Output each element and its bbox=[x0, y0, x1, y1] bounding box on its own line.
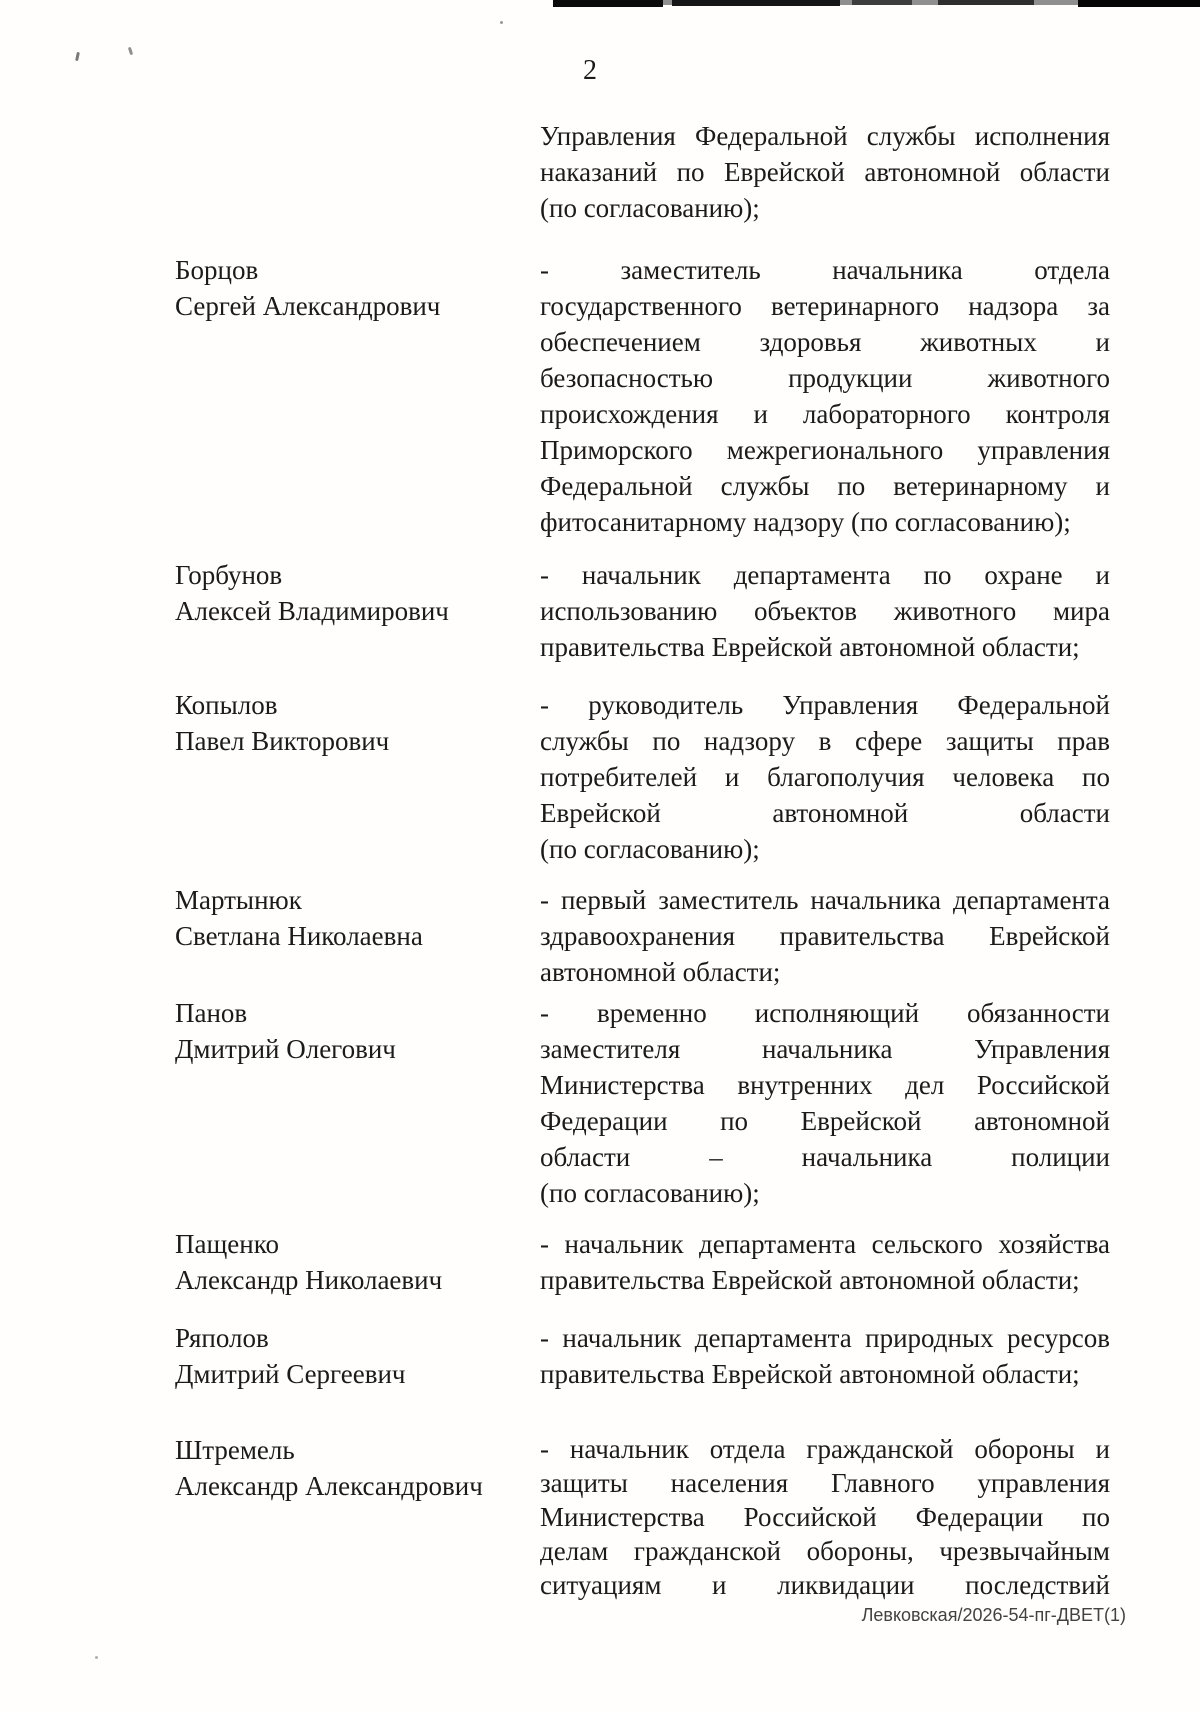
position-line: - руководитель Управления Федеральной bbox=[540, 690, 1110, 720]
position-line: - первый заместитель начальника департамента bbox=[540, 885, 1110, 915]
position-line: наказаний по Еврейской автономной области bbox=[540, 157, 1110, 187]
attendee-given-names: Светлана Николаевна bbox=[175, 921, 423, 951]
scan-artifact-speck bbox=[500, 21, 503, 24]
position-line: службы по надзору в сфере защиты прав bbox=[540, 726, 1110, 756]
position-line: (по согласованию); bbox=[540, 193, 760, 223]
scan-artifact-top-line bbox=[938, 0, 1034, 5]
position-line: - временно исполняющий обязанности bbox=[540, 998, 1110, 1028]
position-line: государственного ветеринарного надзора за bbox=[540, 291, 1110, 321]
position-line: обеспечением здоровья животных и bbox=[540, 327, 1110, 357]
attendee-position bbox=[540, 557, 1110, 665]
scan-artifact-top-line bbox=[672, 0, 840, 6]
position-line: фитосанитарному надзору (по согласованию); bbox=[540, 507, 1071, 537]
attendee-surname: Горбунов bbox=[175, 560, 283, 590]
attendee-position bbox=[540, 252, 1110, 540]
position-line: правительства Еврейской автономной области; bbox=[540, 1359, 1080, 1389]
attendee-name bbox=[175, 1226, 540, 1298]
scan-artifact-top-line bbox=[553, 0, 663, 7]
position-line: заместителя начальника Управления bbox=[540, 1034, 1110, 1064]
attendee-surname: Штремель bbox=[175, 1435, 295, 1465]
position-line: - начальник департамента природных ресурсов bbox=[540, 1323, 1110, 1353]
scan-artifact-speck bbox=[128, 47, 133, 56]
position-line: правительства Еврейской автономной области; bbox=[540, 1265, 1080, 1295]
attendee-given-names: Алексей Владимирович bbox=[175, 596, 449, 626]
attendee-surname: Пащенко bbox=[175, 1229, 279, 1259]
attendee-surname: Борцов bbox=[175, 255, 259, 285]
attendee-given-names: Павел Викторович bbox=[175, 726, 390, 756]
attendee-given-names: Александр Александрович bbox=[175, 1471, 483, 1501]
position-line: Еврейской автономной области bbox=[540, 798, 1110, 828]
attendee-surname: Панов bbox=[175, 998, 248, 1028]
list-item bbox=[175, 252, 1110, 540]
list-item bbox=[175, 995, 1110, 1211]
list-item bbox=[175, 687, 1110, 867]
position-line: (по согласованию); bbox=[540, 834, 760, 864]
attendee-given-names: Дмитрий Олегович bbox=[175, 1034, 396, 1064]
attendee-name bbox=[175, 557, 540, 629]
attendee-name bbox=[175, 1432, 540, 1504]
position-line: ситуациям и ликвидации последствий bbox=[540, 1570, 1110, 1600]
position-line: потребителей и благополучия человека по bbox=[540, 762, 1110, 792]
list-item bbox=[175, 1320, 1110, 1392]
position-line: безопасностью продукции животного bbox=[540, 363, 1110, 393]
position-line: Министерства внутренних дел Российской bbox=[540, 1070, 1110, 1100]
position-line: Управления Федеральной службы исполнения bbox=[540, 121, 1110, 151]
position-line: - начальник департамента по охране и bbox=[540, 560, 1110, 590]
attendee-position bbox=[540, 687, 1110, 867]
position-line: Федеральной службы по ветеринарному и bbox=[540, 471, 1110, 501]
position-line: - заместитель начальника отдела bbox=[540, 255, 1110, 285]
document-reference: Левковская/2026-54-пг-ДВЕТ(1) bbox=[861, 1605, 1126, 1625]
list-item bbox=[175, 882, 1110, 990]
page-number: 2 bbox=[583, 55, 597, 86]
position-line: (по согласованию); bbox=[540, 1178, 760, 1208]
scan-artifact-top-line bbox=[852, 0, 912, 5]
attendees-list bbox=[175, 118, 1110, 1602]
attendee-name bbox=[175, 252, 540, 324]
position-line: правительства Еврейской автономной области; bbox=[540, 632, 1080, 662]
intro-row bbox=[175, 118, 1110, 226]
attendee-position bbox=[540, 995, 1110, 1211]
attendee-name bbox=[175, 687, 540, 759]
scan-artifact-top-line bbox=[1078, 0, 1200, 7]
position-line: области – начальника полиции bbox=[540, 1142, 1110, 1172]
attendee-name bbox=[175, 1320, 540, 1392]
attendee-name bbox=[175, 995, 540, 1067]
attendee-surname: Ряполов bbox=[175, 1323, 269, 1353]
list-item bbox=[175, 1432, 1110, 1602]
position-line: - начальник отдела гражданской обороны и bbox=[540, 1434, 1110, 1464]
attendee-surname: Копылов bbox=[175, 690, 278, 720]
attendee-surname: Мартынюк bbox=[175, 885, 302, 915]
attendee-position bbox=[540, 1432, 1110, 1602]
position-line: автономной области; bbox=[540, 957, 781, 987]
position-line: Федерации по Еврейской автономной bbox=[540, 1106, 1110, 1136]
attendee-position bbox=[540, 882, 1110, 990]
position-line: использованию объектов животного мира bbox=[540, 596, 1110, 626]
attendee-position bbox=[540, 1226, 1110, 1298]
attendee-position bbox=[540, 1320, 1110, 1392]
position-line: защиты населения Главного управления bbox=[540, 1468, 1110, 1498]
position-line: Министерства Российской Федерации по bbox=[540, 1502, 1110, 1532]
position-line: - начальник департамента сельского хозяйства bbox=[540, 1229, 1110, 1259]
attendee-given-names: Сергей Александрович bbox=[175, 291, 441, 321]
position-line: Приморского межрегионального управления bbox=[540, 435, 1110, 465]
intro-paragraph bbox=[540, 118, 1110, 226]
attendee-given-names: Дмитрий Сергеевич bbox=[175, 1359, 406, 1389]
scan-artifact-speck bbox=[95, 1656, 98, 1659]
attendee-name bbox=[175, 882, 540, 954]
position-line: происхождения и лабораторного контроля bbox=[540, 399, 1110, 429]
position-line: здравоохранения правительства Еврейской bbox=[540, 921, 1110, 951]
list-item bbox=[175, 557, 1110, 665]
scan-artifact-speck bbox=[75, 52, 80, 61]
list-item bbox=[175, 1226, 1110, 1298]
position-line: делам гражданской обороны, чрезвычайным bbox=[540, 1536, 1110, 1566]
attendee-given-names: Александр Николаевич bbox=[175, 1265, 443, 1295]
